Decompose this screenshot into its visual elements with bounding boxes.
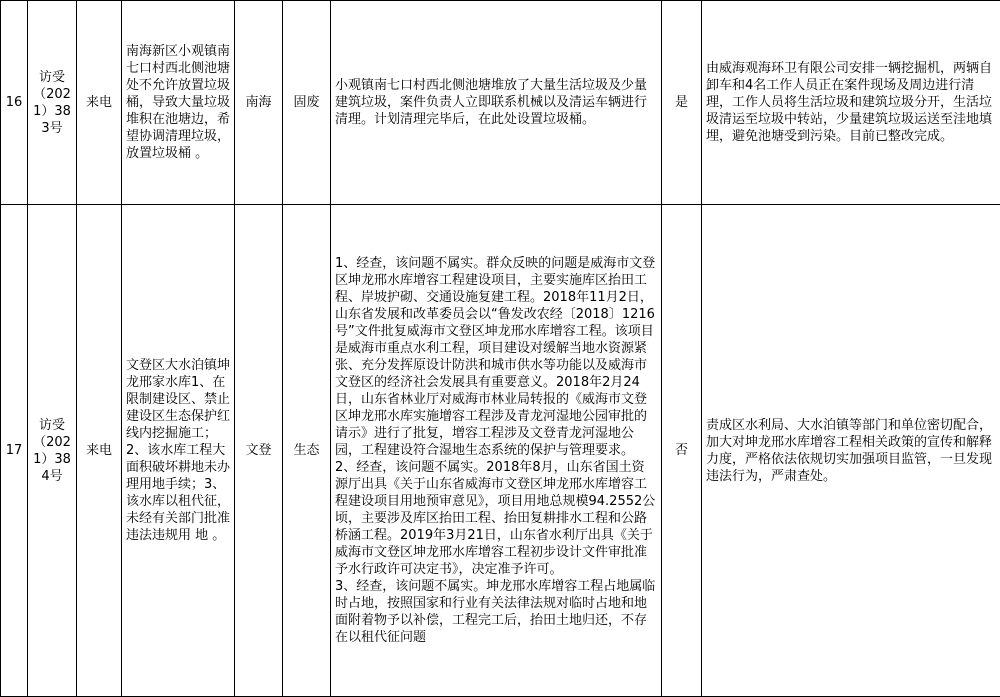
investigation-result: 小观镇南七口村西北侧池塘堆放了大量生活垃圾及少量建筑垃圾，案件负责人立即联系机械以及清运车辆进行清理。计划清理完毕后，在此处设置垃圾桶。 [331,1,662,205]
verified-flag: 是 [662,1,702,205]
complaint-content: 南海新区小观镇南七口村西北侧池塘处不允许放置垃圾桶，导致大量垃圾堆积在池塘边，希望协调清理垃圾，放置垃圾桶 。 [122,1,235,205]
case-source: 来电 [77,205,122,697]
district: 文登 [235,205,283,697]
case-id: 访受（2021）384号 [28,205,77,697]
table-row [1,1,1000,205]
case-source: 来电 [77,1,122,205]
row-index: 16 [1,1,28,205]
investigation-result: 1、经查，该问题不属实。群众反映的问题是威海市文登区坤龙邢水库增容工程建设项目，主要实施库区抬田工程、岸坡护砌、交通设施复建工程。2018年11月2日，山东省发展和改革委员会以“鲁发改农经〔2018〕1216号”文件批复威海市文登区坤龙邢水库增容工程。该项目是威海市重点水利工程，项目建设对缓解当地水资源紧张、充分发挥原设计防洪和城市供水等功能以及威海市文登区的经济社会发展具有重要意义。2018年2月24日，山东省林业厅对威海市林业局转报的《威海市文登区坤龙邢水库实施增容工程涉及青龙河湿地公园审批的请示》进行了批复，增容工程涉及文登青龙河湿地公园，工程建设符合湿地生态系统的保护与管理要求。 2、经查，该问题不属实。2018年8月，山东省国土资源厅出具《关于山东省威海市文登区坤龙邢水库增容工程建设项目用地预审意见》，项目用地总规模94.2552公顷，主要涉及库区抬田工程、抬田复耕排水工程和公路桥涵工程。2019年3月21日，山东省水利厅出具《关于威海市文登区坤龙邢水库增容工程初步设计文件审批准予水行政许可决定书》，决定准予许可。 3、经查，该问题不属实。坤龙邢水库增容工程占地属临时占地，按照国家和行业有关法律法规对临时占地和地面附着物予以补偿，工程完工后，抬田土地归还，不存在以租代征问题 [331,205,662,697]
district: 南海 [235,1,283,205]
complaint-content: 文登区大水泊镇坤龙邢家水库1、在限制建设区、禁止建设区生态保护红线内挖掘施工；2、该水库工程大面积破坏耕地未办理用地手续；3、该水库以租代征，未经有关部门批准违法违规用 地 。 [122,205,235,697]
handling-result: 由威海观海环卫有限公司安排一辆挖掘机，两辆自卸车和4名工作人员正在案件现场及周边进行清理，工作人员将生活垃圾和建筑垃圾分开，生活垃圾清运至垃圾中转站，少量建筑垃圾运送至洼地填埋，避免池塘受到污染。目前已整改完成。 [702,1,1000,205]
verified-flag: 否 [662,205,702,697]
table-row [1,205,1000,697]
category: 固废 [283,1,331,205]
case-id: 访受（2021）383号 [28,1,77,205]
row-index: 17 [1,205,28,697]
handling-result: 责成区水利局、大水泊镇等部门和单位密切配合，加大对坤龙邢水库增容工程相关政策的宣传和解释力度，严格依法依规切实加强项目监管，一旦发现违法行为，严肃查处。 [702,205,1000,697]
category: 生态 [283,205,331,697]
